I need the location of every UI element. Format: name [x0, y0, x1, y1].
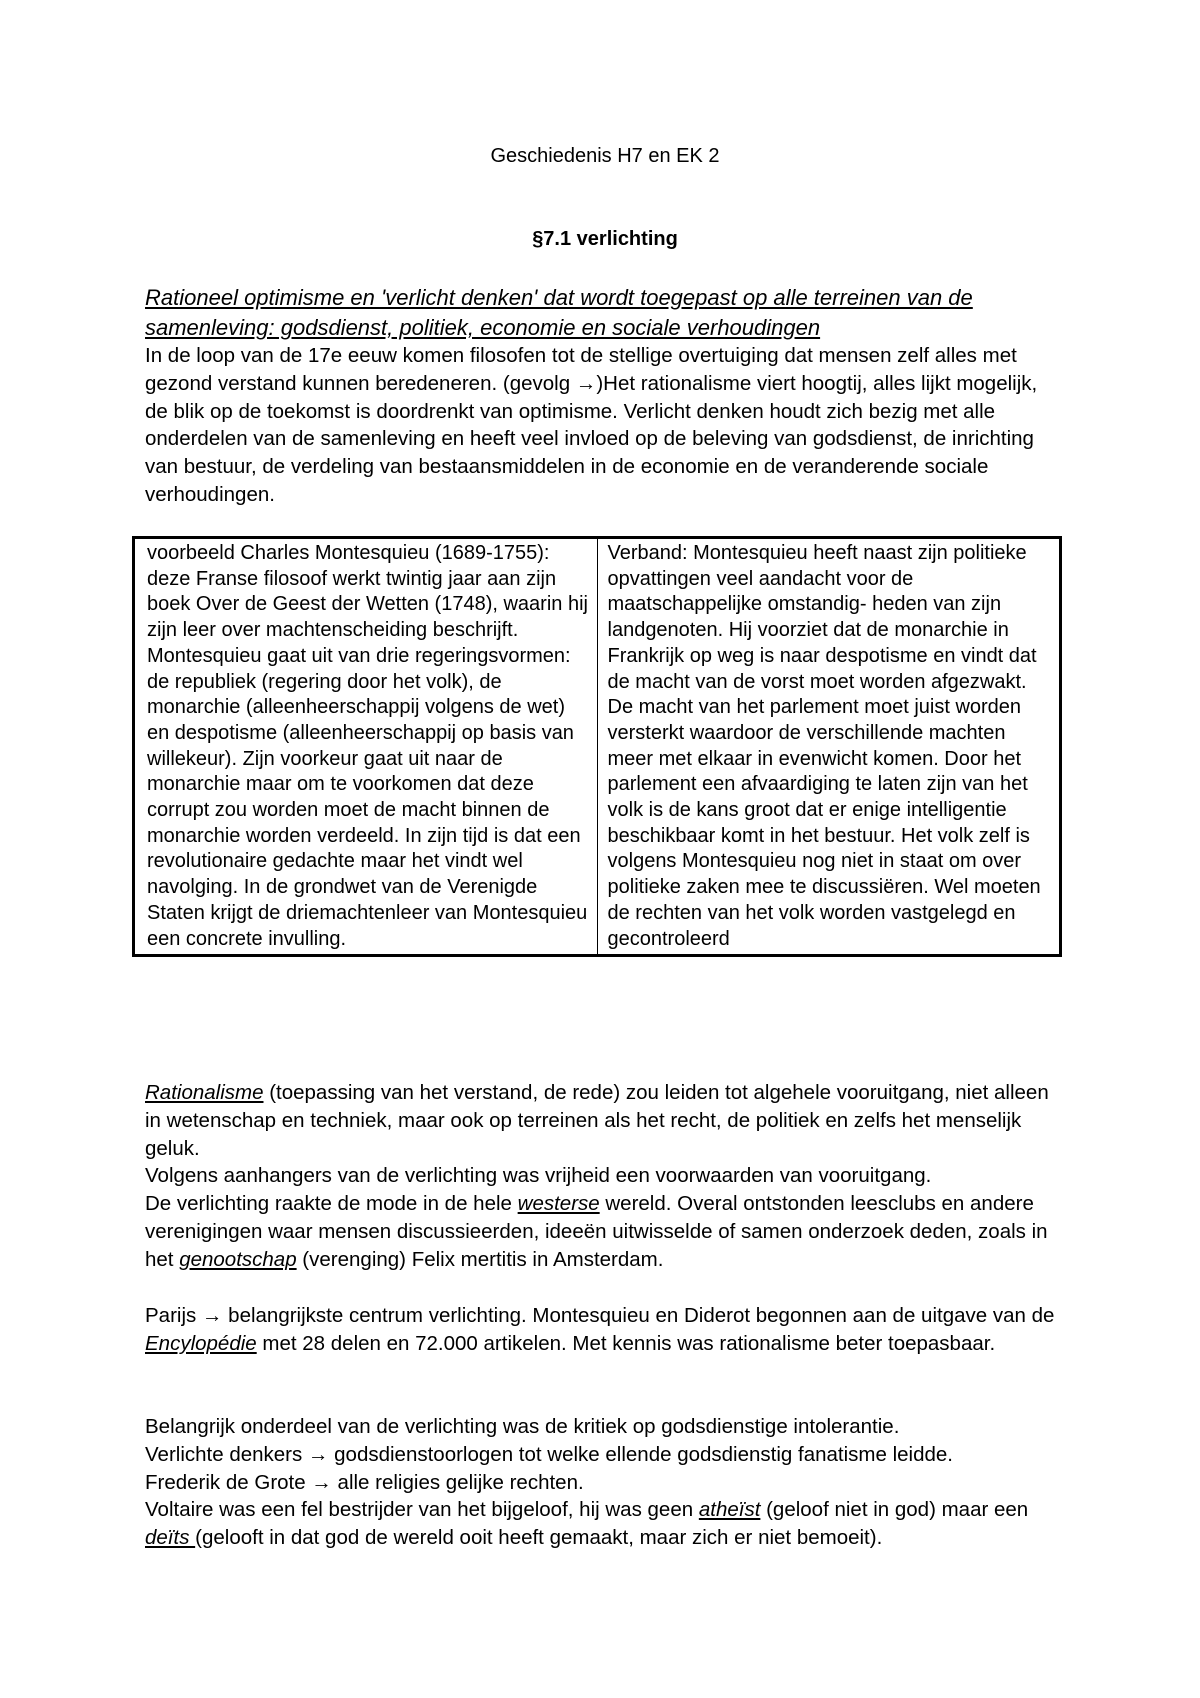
westerse-paragraph: [145, 1190, 1065, 1273]
religie-line-4-b: (geloof niet in god) maar een: [760, 1498, 1029, 1522]
term-encyclopedie: Encylopédie: [145, 1331, 257, 1355]
rationalisme-paragraph: [145, 1079, 1065, 1162]
term-deist: deïts: [145, 1526, 196, 1550]
term-westerse: westerse: [517, 1192, 600, 1216]
parijs-paragraph: [145, 1302, 1065, 1358]
religie-line-2-b: godsdienstoorlogen tot welke ellende godsdienstig fanatisme leidde.: [328, 1442, 953, 1466]
table-cell-connection: Verband: Montesquieu heeft naast zijn politieke opvattingen veel aandacht voor de maatschappelijke omstandig- heden van zijn landgenoten. Hij voorziet dat de monarchie in Frankrijk op weg is naar despotisme en vindt dat de macht van de vorst moet worden afgezwakt. De macht van het parlement moet juist worden versterkt waardoor de verschillende machten meer met elkaar in evenwicht komen. Door het parlement een afvaardiging te laten zijn van het volk is de kans groot dat er enige intelligentie beschikbaar komt in het bestuur. Het volk zelf is volgens Montesquieu nog niet in staat om over politieke zaken mee te discussiëren. Wel moeten de rechten van het volk worden vastgelegd en gecontroleerd: [597, 538, 1061, 956]
religie-line-4-c: (gelooft in dat god de wereld ooit heeft gemaakt, maar zich er niet bemoeit).: [195, 1526, 883, 1550]
table-row: [134, 538, 1061, 956]
parijs-text-b: belangrijkste centrum verlichting. Montesquieu en Diderot begonnen aan de uitgave van de: [222, 1304, 1055, 1327]
rationalisme-text: (toepassing van het verstand, de rede) zou leiden tot algehele vooruitgang, niet alleen in wetenschap en techniek, maar ook op terreinen als het recht, de politiek en zelfs het menselijk geluk.: [145, 1081, 1049, 1160]
religie-section: [145, 1413, 1065, 1552]
term-genootschap: genootschap: [179, 1247, 297, 1271]
religie-line-3: [145, 1469, 1065, 1497]
parijs-section: [145, 1302, 1065, 1358]
religie-line-4-a: Voltaire was een fel bestrijder van het bijgeloof, hij was geen: [145, 1498, 699, 1522]
westerse-text-b: wereld. Overal ontstonden leesclubs en andere verenigingen waar mensen discussieerden, ideeën uitwisselde of samen onderzoek deden, zoals in het: [145, 1192, 1048, 1271]
parijs-text-a: Parijs: [145, 1304, 202, 1327]
religie-line-3-a: Frederik de Grote: [145, 1470, 312, 1494]
religie-line-1: Belangrijk onderdeel van de verlichting was de kritiek op godsdienstige intolerantie.: [145, 1415, 900, 1438]
intro-text-part1: In de loop van de 17e eeuw komen filosofen tot de stellige overtuiging dat mensen zelf alles met gezond verstand kunnen beredeneren. (gevolg: [145, 344, 1017, 395]
religie-line-4: [145, 1496, 1065, 1552]
parijs-text-c: met 28 delen en 72.000 artikelen. Met kennis was rationalisme beter toepasbaar.: [256, 1331, 996, 1355]
westerse-text-c: (verenging) Felix mertitis in Amsterdam.: [296, 1247, 664, 1271]
vrijheid-paragraph: Volgens aanhangers van de verlichting was vrijheid een voorwaarden van vooruitgang.: [145, 1164, 932, 1188]
term-atheist: atheïst: [698, 1498, 761, 1522]
religie-line-2-a: Verlichte denkers: [145, 1442, 308, 1466]
westerse-text-a: De verlichting raakte de mode in de hele: [145, 1192, 518, 1216]
section-title: §7.1 verlichting: [532, 228, 678, 250]
religie-line-3-b: alle religies gelijke rechten.: [331, 1470, 584, 1494]
religie-line-2: [145, 1441, 1065, 1469]
arrow-icon: →: [311, 1470, 332, 1494]
rationalisme-section: [145, 1079, 1065, 1274]
arrow-icon: →: [201, 1304, 223, 1327]
document-title: Geschiedenis H7 en EK 2: [490, 145, 720, 167]
intro-paragraph: [145, 342, 1065, 509]
arrow-icon: →: [307, 1442, 329, 1466]
arrow-icon: →: [575, 371, 597, 395]
table-cell-example: voorbeeld Charles Montesquieu (1689-1755): deze Franse filosoof werkt twintig jaar aan zijn boek Over de Geest der Wetten (1748), waarin hij zijn leer over machtenscheiding beschrijft. Montesquieu gaat uit van drie regeringsvormen: de republiek (regering door het volk), de monarchie (alleenheerschappij volgens de wet) en despotisme (alleenheerschappij op basis van willekeur). Zijn voorkeur gaat uit naar de monarchie maar om te voorkomen dat deze corrupt zou worden moet de macht binnen de monarchie worden verdeeld. In zijn tijd is dat een revolutionaire gedachte maar het vindt wel navolging. In de grondwet van de Verenigde Staten krijgt de driemachtenleer van Montesquieu een concrete invulling.: [134, 538, 598, 956]
term-rationalisme: Rationalisme: [145, 1081, 264, 1104]
montesquieu-table: [132, 536, 1062, 957]
intro-heading: Rationeel optimisme en 'verlicht denken' dat wordt toegepast op alle terreinen van de samenleving: godsdienst, politiek, economie en sociale verhoudingen: [145, 285, 973, 340]
intro-text-part2: )Het rationalisme viert hoogtij, alles lijkt mogelijk, de blik op de toekomst is doordrenkt van optimisme. Verlicht denken houdt zich bezig met alle onderdelen van de samenleving en heeft veel invloed op de beleving van godsdienst, de inrichting van bestuur, de verdeling van bestaansmiddelen in de economie en de veranderende sociale verhoudingen.: [145, 371, 1038, 506]
